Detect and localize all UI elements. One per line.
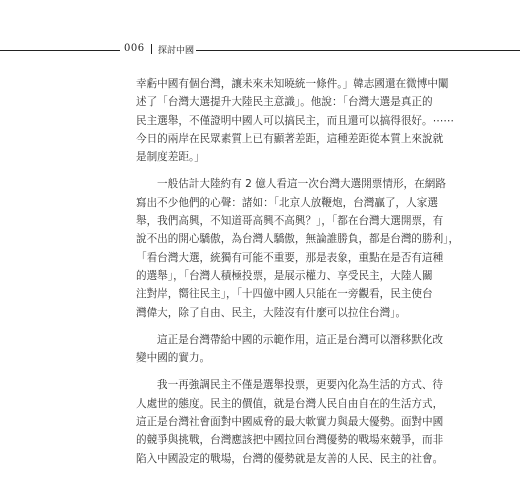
- body-text: [136, 75, 460, 468]
- header-separator: [151, 44, 152, 54]
- text-line: 「看台灣大選，統獨有可能不重要，那是表象，重點在是否有這種: [136, 251, 444, 264]
- text-line: 述了「台灣大選提升大陸民主意識」。他說：「台灣大選是真正的: [136, 96, 433, 109]
- text-line: 是制度差距。」: [136, 151, 205, 164]
- text-line: 一般估計大陸約有 2 億人看這一次台灣大選開票情形，在網路: [157, 178, 446, 191]
- text-line: 寫出不少他們的心聲：諸如：「北京人放鞭炮，台灣贏了，人家選: [136, 196, 438, 209]
- text-line: 注對岸，嚮往民主」，「十四億中國人只能在一旁觀看，民主使台: [136, 288, 433, 301]
- running-head: 探討中國: [156, 43, 196, 56]
- text-line: 舉，我們高興，不知道哥高興不高興？」，「都在台灣大選開票，有: [136, 215, 444, 228]
- paragraph: [136, 376, 444, 467]
- text-line: 幸虧中國有個台灣，讓未來未知曉統一條件。」韓志國還在微博中闡: [136, 78, 449, 90]
- text-line: 的競爭與挑戰，台灣應該把中國拉回台灣優勢的戰場來競爭，而非: [136, 434, 444, 447]
- text-line: 民主選舉，不僅證明中國人可以搞民主，而且還可以搞得很好。⋯⋯: [136, 114, 454, 127]
- text-line: 灣偉大，除了自由、民主，大陸沒有什麼可以拉住台灣」。: [136, 306, 407, 319]
- header-rule-right: [184, 50, 520, 51]
- text-line: 說不出的開心驕傲，為台灣人驕傲，無論誰勝負，都是台灣的勝利」，: [136, 233, 460, 246]
- text-line: 陷入中國設定的戰場，台灣的優勢就是友善的人民、民主的社會。: [136, 452, 444, 465]
- text-line: 這正是台灣社會面對中國威脅的最大軟實力與最大優勢。面對中國: [136, 416, 444, 429]
- page-number: 006: [124, 43, 145, 54]
- paragraph: [136, 175, 460, 321]
- text-line: 今日的兩岸在民眾素質上已有顯著差距，這種差距從本質上來說就: [136, 132, 444, 145]
- paragraph: [136, 75, 454, 166]
- text-line: 的選舉」，「台灣人積極投票，是展示權力、享受民主，大陸人關: [136, 269, 433, 282]
- paragraph: [136, 331, 444, 368]
- text-line: 人處世的態度。民主的價值，就是台灣人民自由自在的生活方式，: [136, 397, 444, 410]
- text-line: 這正是台灣帶給中國的示範作用，這正是台灣可以潛移默化改: [157, 333, 444, 346]
- header-rule-left: [0, 50, 120, 51]
- text-line: 我一再強調民主不僅是選舉投票，更要內化為生活的方式、待: [157, 379, 444, 392]
- text-line: 變中國的實力。: [136, 352, 211, 365]
